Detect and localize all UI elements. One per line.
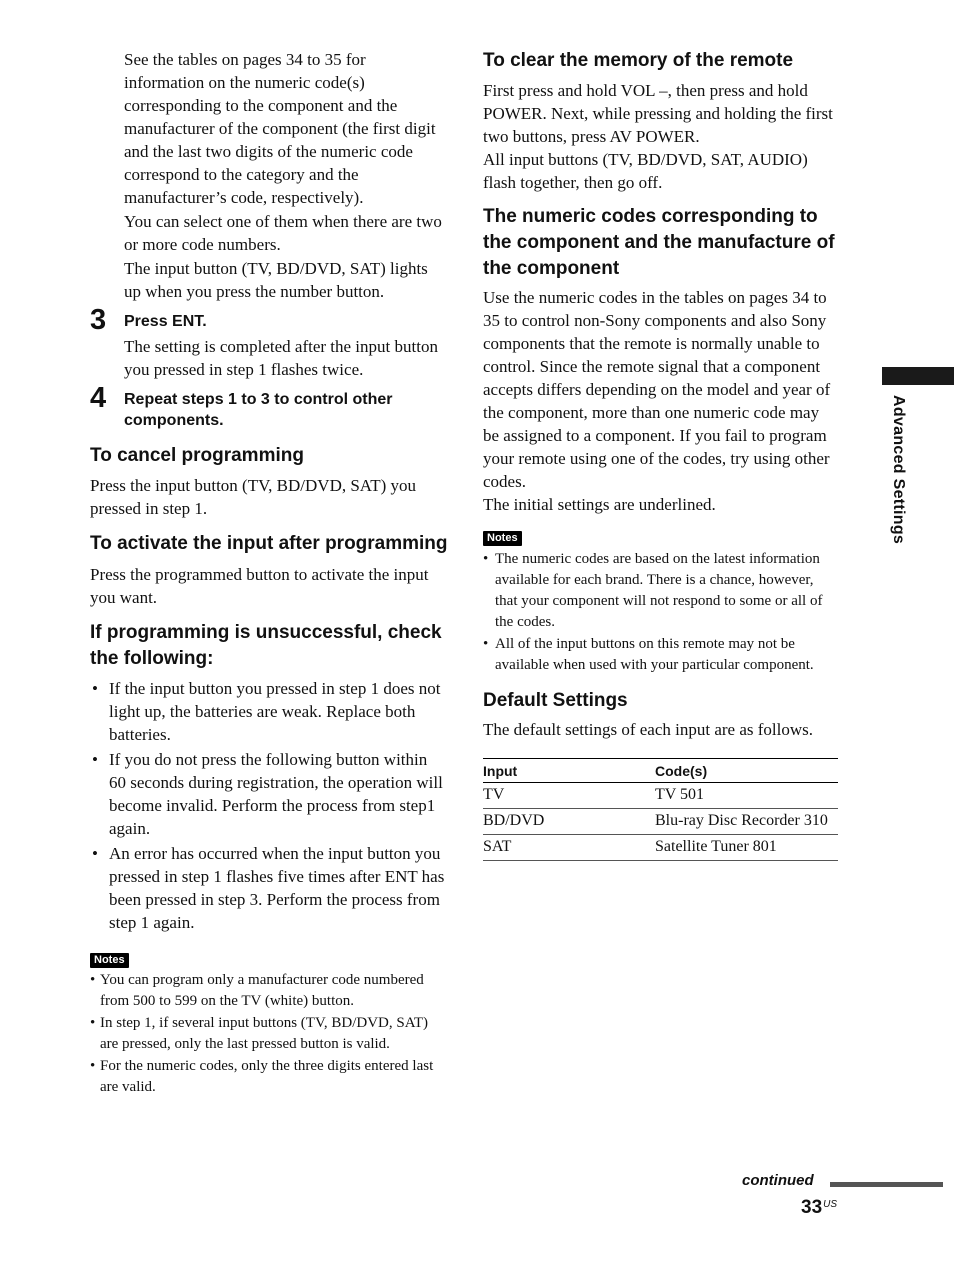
continued-bar (830, 1182, 943, 1187)
defaults-text: The default settings of each input are as follows. (483, 720, 813, 739)
step-number: 3 (90, 304, 107, 336)
notes-list (90, 970, 448, 1098)
table-cell: Blu-ray Disc Recorder 310 (655, 809, 838, 835)
table-cell: BD/DVD (483, 809, 655, 835)
page-number-suffix: US (823, 1199, 838, 1210)
note-item: • The numeric codes are based on the latest information available for each brand. There is a chance, however, that your component will not respond to some or all of the codes. (483, 549, 839, 633)
page-number (801, 1197, 837, 1219)
intro-paragraph: The input button (TV, BD/DVD, SAT) lights up when you press the number button. (124, 259, 428, 301)
activate-heading: To activate the input after programming (90, 533, 448, 554)
column-header: Code(s) (655, 759, 838, 783)
step-label: Press ENT. (124, 313, 207, 330)
table-row (483, 835, 838, 861)
notes-badge: Notes (483, 531, 522, 546)
note-item: • For the numeric codes, only the three digits entered last are valid. (90, 1056, 448, 1098)
notes-badge: Notes (90, 953, 129, 968)
table-row (483, 809, 838, 835)
continued-label: continued (742, 1172, 814, 1189)
notes-list (483, 549, 839, 676)
clear-heading: To clear the memory of the remote (483, 50, 794, 71)
table-row (483, 783, 838, 809)
unsuccessful-list (90, 677, 448, 934)
intro-paragraph: See the tables on pages 34 to 35 for information on the numeric code(s) corresponding to the component and the manufacturer of the component (the first digit and the last two digits of the numeric code correspond to the category and the manufacturer’s code, respectively). (124, 50, 436, 207)
list-item: • An error has occurred when the input button you pressed in step 1 flashes five times after ENT has been pressed in step 3. Perform the process from step 1 again. (90, 842, 448, 934)
cancel-heading: To cancel programming (90, 445, 304, 466)
table-cell: Satellite Tuner 801 (655, 835, 838, 861)
right-column (483, 48, 839, 861)
activate-text: Press the programmed button to activate the input you want. (90, 565, 429, 607)
clear-text: First press and hold VOL –, then press and hold POWER. Next, while pressing and holding the first two buttons, press AV POWER. (483, 81, 833, 146)
table-cell: SAT (483, 835, 655, 861)
step-3 (90, 304, 448, 336)
note-item: • You can program only a manufacturer code numbered from 500 to 599 on the TV (white) button. (90, 970, 448, 1012)
defaults-heading: Default Settings (483, 690, 628, 711)
note-item: • In step 1, if several input buttons (TV, BD/DVD, SAT) are pressed, only the last pressed button is valid. (90, 1013, 448, 1055)
notes-block (483, 528, 839, 546)
numeric-text: The initial settings are underlined. (483, 495, 716, 514)
column-header: Input (483, 759, 655, 783)
left-column (90, 48, 448, 1099)
list-item: • If you do not press the following button within 60 seconds during registration, the operation will become invalid. Perform the process from step1 again. (90, 748, 448, 840)
cancel-text: Press the input button (TV, BD/DVD, SAT) you pressed in step 1. (90, 476, 416, 518)
section-tab-label: Advanced Settings (890, 395, 907, 545)
table-header-row (483, 759, 838, 783)
section-tab-marker (882, 367, 954, 385)
table-cell: TV 501 (655, 783, 838, 809)
step-label: Repeat steps 1 to 3 to control other components. (124, 391, 393, 429)
numeric-heading: The numeric codes corresponding to the component and the manufacture of the component (483, 206, 835, 279)
list-item: • If the input button you pressed in step 1 does not light up, the batteries are weak. Replace both batteries. (90, 677, 448, 746)
notes-block (90, 950, 448, 968)
clear-text: All input buttons (TV, BD/DVD, SAT, AUDIO) flash together, then go off. (483, 150, 808, 192)
step-number: 4 (90, 382, 107, 414)
default-settings-table (483, 758, 838, 861)
unsuccessful-heading: If programming is unsuccessful, check the following: (90, 622, 442, 669)
numeric-text: Use the numeric codes in the tables on pages 34 to 35 to control non-Sony components and also Sony components that the remote is normally unable to control. Since the remote signal that a component accepts differs depending on the model and year of the component, more than one numeric code may be assigned to a component. If you fail to program your remote using one of the codes, try using other codes. (483, 288, 831, 491)
table-cell: TV (483, 783, 655, 809)
note-item: • All of the input buttons on this remote may not be available when used with your particular component. (483, 634, 839, 676)
page-number-value: 33 (801, 1197, 823, 1218)
step-3-text: The setting is completed after the input button you pressed in step 1 flashes twice. (124, 337, 438, 379)
step-4 (90, 382, 448, 431)
intro-paragraph: You can select one of them when there are two or more code numbers. (124, 212, 442, 254)
